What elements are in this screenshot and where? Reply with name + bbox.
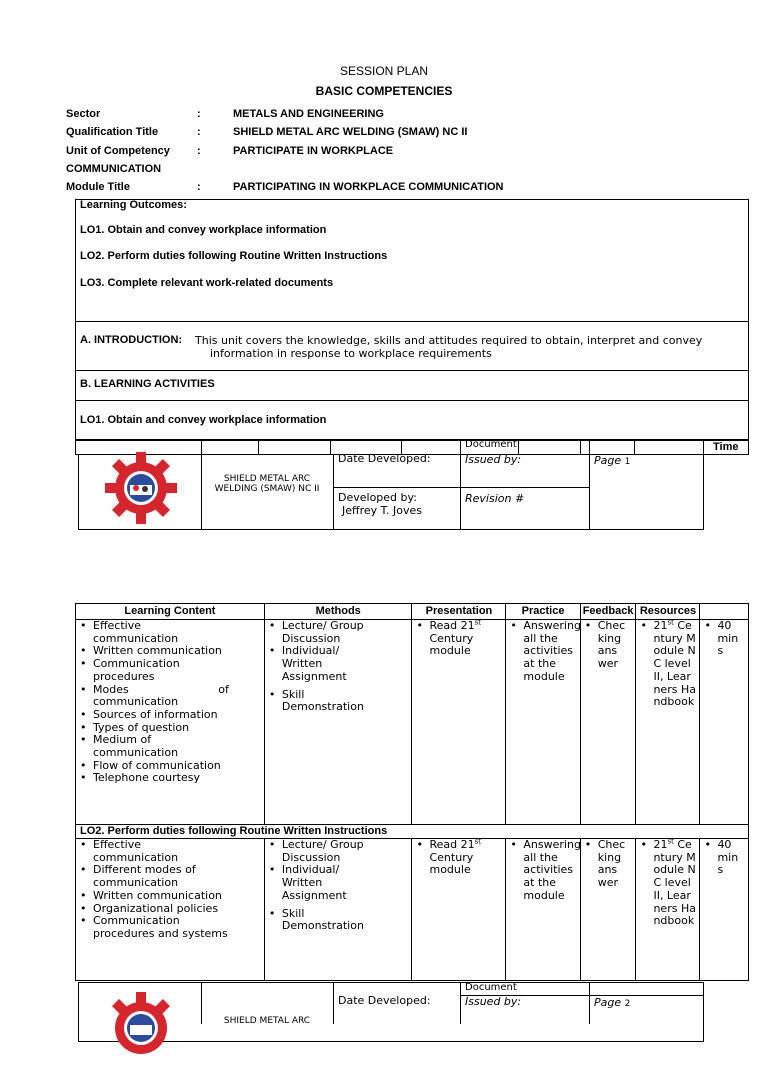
list-item: • Communication procedures — [76, 658, 229, 683]
list-item: • Answering all the activities at the module — [506, 839, 579, 903]
date-developed: Date Developed: — [338, 452, 431, 465]
course-line: SHIELD METAL ARC — [223, 474, 311, 484]
resources-cell — [636, 839, 700, 981]
lo3-text: LO3. Complete relevant work-related documents — [80, 277, 334, 289]
table-row — [76, 839, 749, 981]
document-label: Document — [465, 439, 517, 450]
module-value: PARTICIPATING IN WORKPLACE COMMUNICATION — [233, 181, 504, 193]
page-label: Page — [594, 454, 622, 467]
col-header: Feedback — [580, 604, 636, 620]
content-cell — [76, 620, 265, 825]
col-header: Methods — [264, 604, 412, 620]
list-item: • Different modes of communication — [76, 864, 229, 889]
unit-value: PARTICIPATE IN WORKPLACE — [233, 145, 394, 157]
practice-cell — [506, 620, 580, 825]
colon: : — [197, 145, 201, 157]
revision: Revision # — [465, 492, 525, 505]
col-header: Resources — [636, 604, 700, 620]
course-line: WELDING (SMAW) NC II — [214, 484, 320, 494]
activities-table — [75, 603, 749, 981]
table-header-row — [76, 604, 749, 620]
colon: : — [197, 181, 201, 193]
divider — [333, 487, 589, 488]
list-item: • Medium of communication — [76, 734, 229, 759]
lo1-text: LO1. Obtain and convey workplace information — [80, 224, 327, 236]
practice-cell — [506, 839, 580, 981]
ordinal-suffix: st — [667, 837, 674, 846]
list-item: • Types of question — [76, 722, 229, 735]
methods-cell — [264, 839, 412, 981]
time-cell — [700, 839, 749, 981]
divider — [589, 454, 590, 530]
time-header: Time — [713, 441, 739, 453]
list-item: • Skill Demonstration — [265, 689, 372, 714]
presentation-cell — [412, 620, 506, 825]
page-title: SESSION PLAN — [339, 64, 429, 78]
list-item: • Sources of information — [76, 709, 229, 722]
list-item: • Individual/ Written Assignment — [265, 645, 372, 683]
divider — [258, 440, 259, 454]
list-item: • 21st Century Module NC level II, Learners Handbook — [636, 839, 697, 928]
content-cell — [76, 839, 265, 981]
divider — [75, 400, 749, 401]
list-item: • Individual/ Written Assignment — [265, 864, 372, 902]
gear-logo-icon — [105, 452, 177, 524]
list-item: • Checking answer — [581, 620, 626, 671]
qualification-label: Qualification Title — [66, 126, 159, 138]
list-item: • Skill Demonstration — [265, 908, 372, 933]
divider — [201, 440, 202, 454]
list-item: • Checking answer — [581, 839, 626, 890]
list-item: • 40 mins — [700, 620, 742, 658]
issued-by: Issued by: — [465, 453, 522, 466]
list-item: • Organizational policies — [76, 903, 229, 916]
list-item: • Modes of communication — [76, 684, 229, 709]
intro-line2: information in response to workplace requirements — [210, 347, 492, 360]
issued-by: Issued by: — [465, 995, 522, 1008]
col-header: Presentation — [412, 604, 506, 620]
divider — [460, 454, 461, 530]
list-item: • Telephone courtesy — [76, 772, 229, 785]
page-number — [594, 454, 630, 467]
ordinal-suffix: st — [667, 618, 674, 627]
list-item: • 21st Century Module NC level II, Learners Handbook — [636, 620, 697, 709]
divider — [589, 440, 590, 454]
list-item — [412, 620, 505, 658]
document-label: Document — [465, 982, 517, 993]
list-item: • Lecture/ Group Discussion — [265, 620, 372, 645]
presentation-text: Read 21st Century module — [429, 618, 482, 658]
developed-by: Developed by: — [338, 491, 417, 504]
resources-cell — [636, 620, 700, 825]
divider — [634, 440, 635, 454]
lo2-text: LO2. Perform duties following Routine Written Instructions — [80, 250, 388, 262]
divider — [330, 440, 331, 454]
page-value: 1 — [624, 457, 631, 467]
divider — [748, 440, 749, 454]
divider — [460, 982, 461, 1024]
list-item: • Effective communication — [76, 620, 229, 645]
colon: : — [197, 126, 201, 138]
page-subtitle: BASIC COMPETENCIES — [315, 84, 453, 98]
list-item: • Communication procedures and systems — [76, 915, 229, 940]
methods-cell — [264, 620, 412, 825]
ordinal-suffix: st — [474, 837, 482, 846]
divider — [333, 454, 334, 530]
activities-heading: B. LEARNING ACTIVITIES — [80, 378, 215, 390]
list-item: • Answering all the activities at the module — [506, 620, 579, 684]
divider — [580, 440, 581, 454]
list-item: • Read 21st Century module — [412, 839, 505, 877]
table-row — [76, 620, 749, 825]
activities-lo1: LO1. Obtain and convey workplace information — [80, 414, 327, 426]
divider — [589, 982, 590, 1024]
list-item: • Flow of communication — [76, 760, 229, 773]
divider — [75, 321, 749, 322]
divider — [333, 982, 334, 1024]
page-label: Page — [594, 996, 622, 1009]
lo2-section-heading: LO2. Perform duties following Routine Written Instructions — [76, 825, 749, 839]
col-header: Practice — [506, 604, 580, 620]
intro-label: A. INTRODUCTION: — [80, 334, 183, 346]
outcomes-heading: Learning Outcomes: — [80, 199, 187, 211]
unit-label: Unit of Competency — [66, 145, 170, 157]
page-value: 2 — [624, 999, 631, 1009]
list-item: • 40 mins — [700, 839, 742, 877]
list-item: • Lecture/ Group Discussion — [265, 839, 372, 864]
sector-label: Sector — [66, 108, 101, 120]
feedback-cell — [580, 839, 636, 981]
feedback-cell — [580, 620, 636, 825]
divider — [75, 440, 76, 454]
date-developed: Date Developed: — [338, 994, 431, 1007]
col-header: Learning Content — [76, 604, 265, 620]
module-label: Module Title — [66, 181, 130, 193]
qualification-value: SHIELD METAL ARC WELDING (SMAW) NC II — [233, 126, 468, 138]
list-item: • Effective communication — [76, 839, 229, 864]
divider — [75, 440, 749, 441]
colon: : — [197, 108, 201, 120]
time-cell — [700, 620, 749, 825]
col-header — [700, 604, 749, 620]
intro-line1: This unit covers the knowledge, skills and attitudes required to obtain, interpret and convey — [195, 334, 703, 347]
page-number — [594, 996, 630, 1009]
list-item: • Written communication — [76, 890, 229, 903]
developer-name: Jeffrey T. Joves — [342, 504, 423, 517]
table-section-row — [76, 825, 749, 839]
divider — [460, 440, 461, 454]
divider — [75, 370, 749, 371]
list-item: • Written communication — [76, 645, 229, 658]
course-title: SHIELD METAL ARC — [223, 1016, 311, 1026]
gear-logo-icon — [105, 992, 177, 1064]
unit-value-cont: COMMUNICATION — [66, 163, 162, 175]
ordinal-suffix: st — [474, 618, 482, 627]
sector-value: METALS AND ENGINEERING — [233, 108, 384, 120]
presentation-cell — [412, 839, 506, 981]
divider — [703, 440, 704, 454]
divider — [518, 440, 519, 454]
course-title — [201, 474, 333, 494]
